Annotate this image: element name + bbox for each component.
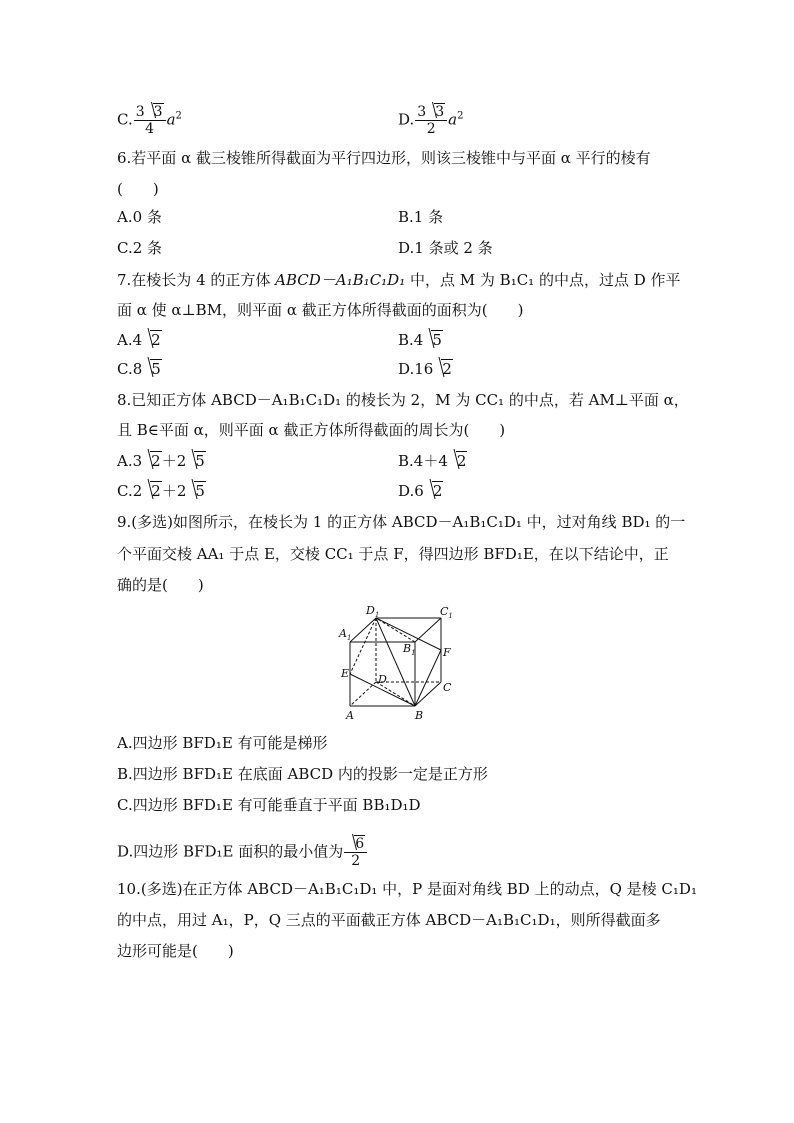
label-e: E <box>341 667 350 680</box>
q8-line-1: 8.已知正方体 ABCD－A₁B₁C₁D₁ 的棱长为 2，M 为 CC₁ 的中点，若 AM⊥平面 α， <box>117 391 689 409</box>
q8-option-c: C.2 2＋2 5 <box>117 482 205 500</box>
label-b: B <box>415 709 424 722</box>
q9-line-2: 个平面交棱 AA₁ 于点 E，交棱 CC₁ 于点 F，得四边形 BFD₁E，在以下结论中，正 <box>117 545 669 563</box>
edge-a1-d1 <box>350 618 376 642</box>
cube-figure <box>330 604 460 724</box>
sqrt: 2 <box>142 330 162 350</box>
q8-line-2: 且 B∈平面 α，则平面 α 截正方体所得截面的周长为( ) <box>117 421 506 439</box>
fraction: $\frac{6}{2}$ <box>344 836 367 869</box>
q7-option-c: C.8 5 <box>117 360 161 378</box>
q9-option-d: D.四边形 BFD₁E 面积的最小值为 $\frac{6}{2}$ <box>117 836 368 869</box>
q6-option-c: C.2 条 <box>117 239 163 257</box>
label-a: A <box>346 709 354 722</box>
sqrt: 2 <box>433 359 453 379</box>
label-d: D <box>378 673 387 686</box>
q6-stem: 6.若平面 α 截三棱锥所得截面为平行四边形，则该三棱锥中与平面 α 平行的棱有 <box>117 149 651 167</box>
q10-line-1: 10.(多选)在正方体 ABCD－A₁B₁C₁D₁ 中，P 是面对角线 BD 上的动点，Q 是棱 C₁D₁ <box>117 880 697 898</box>
sqrt: 3 <box>145 104 164 120</box>
label-b1: $B_1$ <box>403 642 416 657</box>
q9-option-b: B.四边形 BFD₁E 在底面 ABCD 内的投影一定是正方形 <box>117 765 488 783</box>
q7-option-d: D.16 2 <box>398 360 452 378</box>
q7-line-2: 面 α 使 α⊥BM，则平面 α 截正方体所得截面的面积为( ) <box>117 301 524 319</box>
q9-option-c: C.四边形 BFD₁E 有可能垂直于平面 BB₁D₁D <box>117 796 421 814</box>
edge-c-b <box>415 682 441 706</box>
q10-line-2: 的中点，用过 A₁，P，Q 三点的平面截正方体 ABCD－A₁B₁C₁D₁，则所得截面多 <box>117 911 661 929</box>
q8-option-d: D.6 2 <box>398 482 443 500</box>
sqrt: 6 <box>346 836 365 852</box>
label-a1: $A_1$ <box>339 627 352 642</box>
label-c1: $C_1$ <box>440 605 453 620</box>
q7-option-b: B.4 5 <box>398 331 442 349</box>
q9-line-1: 9.(多选)如图所示，在棱长为 1 的正方体 ABCD－A₁B₁C₁D₁ 中，过对角线 BD₁ 的一 <box>117 513 686 531</box>
sqrt: 5 <box>186 481 206 501</box>
sqrt: 2 <box>424 481 444 501</box>
sqrt: 2 <box>142 451 162 471</box>
sqrt: 2 <box>142 481 162 501</box>
q6-option-d: D.1 条或 2 条 <box>398 239 493 257</box>
hidden-d1-e <box>350 618 376 674</box>
sqrt: 5 <box>186 451 206 471</box>
sqrt: 5 <box>423 330 443 350</box>
q6-option-a: A.0 条 <box>117 208 162 226</box>
q6-option-b: B.1 条 <box>398 208 444 226</box>
label-f: F <box>443 646 451 659</box>
q5-option-c: C. $\frac{3 3}{4}$ $a^2$ <box>117 104 182 137</box>
fraction: $\frac{3 3}{4}$ <box>134 104 166 137</box>
q9-line-3: 确的是( ) <box>117 576 204 594</box>
q8-option-a: A.3 2＋2 5 <box>117 452 205 470</box>
q8-option-b: B.4＋4 2 <box>398 452 467 470</box>
edge-d1-b <box>376 618 415 706</box>
q9-option-a: A.四边形 BFD₁E 有可能是梯形 <box>117 734 328 752</box>
label-d1: $D_1$ <box>366 604 380 619</box>
edge-c1-b1 <box>415 618 441 642</box>
edge-b-f <box>415 650 441 706</box>
q6-blank: ( ) <box>117 180 159 198</box>
hidden-d-a <box>350 682 376 706</box>
sqrt: 3 <box>426 104 445 120</box>
q5-option-d: D. $\frac{3 3}{2}$ $a^2$ <box>398 104 464 137</box>
q10-line-3: 边形可能是( ) <box>117 942 234 960</box>
q7-option-a: A.4 2 <box>117 331 161 349</box>
fraction: $\frac{3 3}{2}$ <box>415 104 447 137</box>
sqrt: 5 <box>142 359 162 379</box>
sqrt: 2 <box>448 451 468 471</box>
q7-line-1: 7.在棱长为 4 的正方体 ABCD－A₁B₁C₁D₁ 中，点 M 为 B₁C₁ 的中点，过点 D 作平 <box>117 271 681 289</box>
label-c: C <box>443 681 452 694</box>
